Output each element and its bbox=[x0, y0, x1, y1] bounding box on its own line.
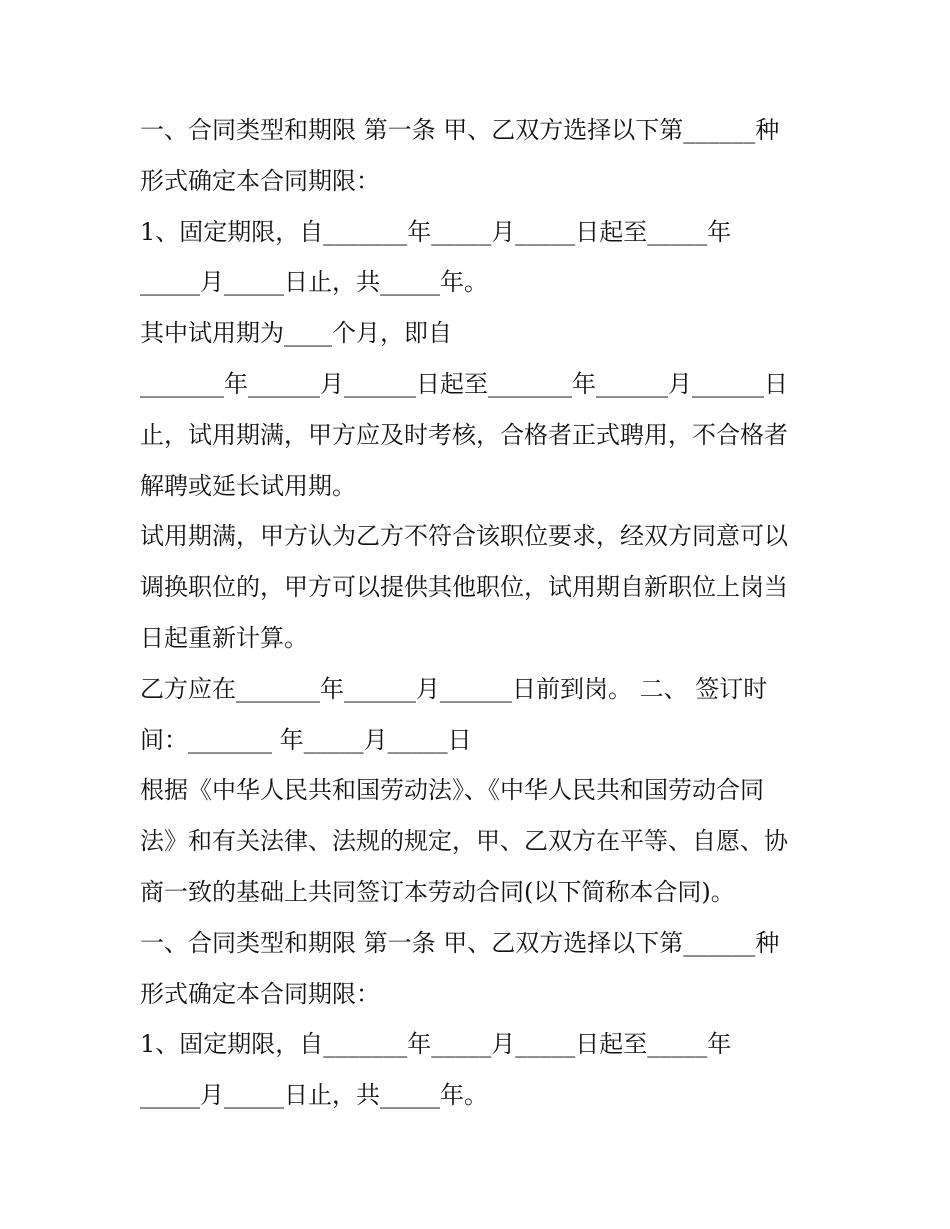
text-line: 1、固定期限，自_______年_____月_____日起至_____年 bbox=[140, 1030, 732, 1059]
text-line: _____月_____日止，共_____年。 bbox=[140, 268, 488, 297]
text-line: 日起重新计算。 bbox=[140, 623, 308, 652]
text-line: 间：_______ 年_____月_____日 bbox=[140, 725, 472, 754]
text-line: 调换职位的，甲方可以提供其他职位，试用期自新职位上岗当 bbox=[140, 573, 788, 602]
text-line: 根据《中华人民共和国劳动法》、《中华人民共和国劳动合同 bbox=[140, 776, 764, 805]
text-line: 试用期满，甲方认为乙方不符合该职位要求，经双方同意可以 bbox=[140, 522, 788, 551]
text-line: _______年______月______日起至_______年______月______日 bbox=[140, 369, 788, 398]
text-line: 形式确定本合同期限： bbox=[140, 166, 380, 195]
text-line: 止，试用期满，甲方应及时考核，合格者正式聘用，不合格者 bbox=[140, 420, 788, 449]
text-line: 一、合同类型和期限 第一条 甲、乙双方选择以下第______种 bbox=[140, 116, 780, 144]
text-line: 其中试用期为____个月，即自 bbox=[140, 319, 452, 348]
text-line: 商一致的基础上共同签订本劳动合同(以下简称本合同)。 bbox=[140, 877, 735, 906]
text-line: _____月_____日止，共_____年。 bbox=[140, 1081, 488, 1110]
text-line: 1、固定期限，自_______年_____月_____日起至_____年 bbox=[140, 217, 732, 246]
text-line: 法》和有关法律、法规的规定，甲、乙双方在平等、自愿、协 bbox=[140, 827, 788, 856]
document-body bbox=[140, 105, 820, 1121]
text-line: 乙方应在_______年______月______日前到岗。 二、 签订时 bbox=[140, 674, 768, 703]
text-line: 解聘或延长试用期。 bbox=[140, 471, 356, 500]
text-line: 形式确定本合同期限： bbox=[140, 979, 380, 1008]
text-line: 一、合同类型和期限 第一条 甲、乙双方选择以下第______种 bbox=[140, 928, 780, 957]
